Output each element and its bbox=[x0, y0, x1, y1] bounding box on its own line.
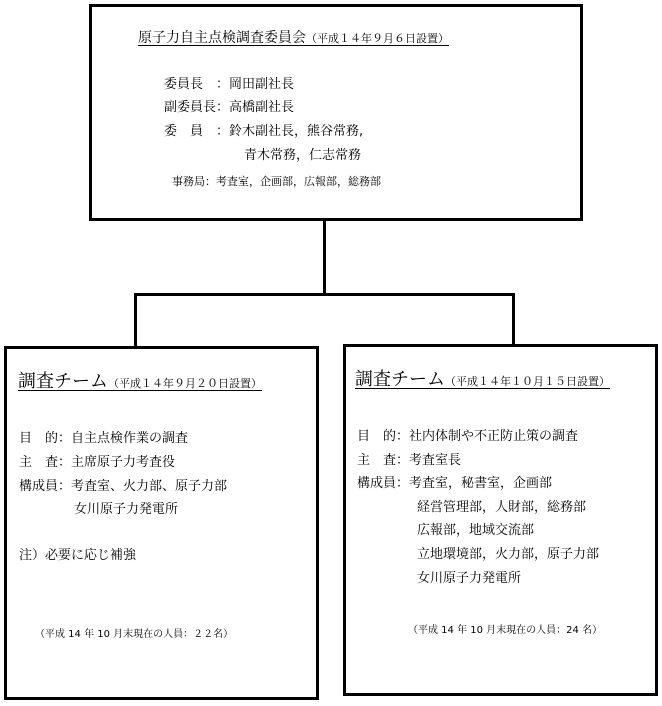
team-left-lead: 主席原子力考査役 bbox=[71, 455, 176, 470]
committee-chair: 岡田副社長 bbox=[229, 77, 295, 92]
team-right-members-line4: 立地環境部，火力部，原子力部 bbox=[417, 547, 600, 562]
team-right-lead-label: 主 査： bbox=[357, 453, 410, 468]
connector-vertical-top bbox=[323, 221, 326, 296]
team-left-purpose-row bbox=[19, 431, 188, 447]
team-left-members-row-2 bbox=[74, 502, 178, 518]
team-right-members-line5: 女川原子力発電所 bbox=[417, 571, 522, 586]
team-left-headcount bbox=[35, 627, 233, 643]
team-right-lead: 考査室長 bbox=[409, 453, 462, 468]
committee-established: （平成１４年９月６日設置） bbox=[306, 32, 449, 45]
team-left-note-text: 注）必要に応じ補強 bbox=[19, 548, 137, 563]
team-left-note bbox=[19, 548, 136, 564]
connector-horizontal bbox=[134, 293, 515, 296]
team-left-purpose: 自主点検作業の調査 bbox=[71, 431, 189, 446]
team-right-members-row bbox=[357, 476, 552, 492]
team-left-members-line2: 女川原子力発電所 bbox=[74, 502, 179, 517]
committee-members-line1: 鈴木副社長，熊谷常務, bbox=[229, 124, 364, 139]
team-left-members-label: 構成員： bbox=[19, 479, 72, 494]
team-right-headcount bbox=[408, 623, 602, 639]
committee-members-row bbox=[164, 124, 363, 140]
committee-chair-row bbox=[164, 77, 294, 93]
team-right-purpose-row bbox=[357, 429, 578, 445]
team-right-members-row-2 bbox=[417, 500, 586, 516]
committee-title bbox=[138, 27, 449, 47]
team-right-members-line3: 広報部，地域交流部 bbox=[417, 523, 535, 538]
team-right-members-line2: 経営管理部，人財部，総務部 bbox=[417, 500, 587, 515]
connector-vertical-right bbox=[512, 293, 515, 344]
team-right-purpose-label: 目 的： bbox=[357, 429, 410, 444]
committee-secretariat: 考査室，企画部，広報部，総務部 bbox=[216, 175, 381, 188]
team-left-title bbox=[18, 367, 262, 393]
team-right-members-line1: 考査室，秘書室，企画部 bbox=[409, 476, 553, 491]
team-right-members-row-4 bbox=[417, 547, 599, 563]
team-left-purpose-label: 目 的： bbox=[19, 431, 72, 446]
team-right-headcount-text: （平成 14 年 10 月末現在の人員：24 名） bbox=[408, 625, 603, 636]
committee-vice-chair-row bbox=[164, 100, 294, 116]
team-right-members-row-3 bbox=[417, 523, 534, 539]
team-left-title-text: 調査チーム bbox=[18, 371, 108, 392]
connector-vertical-left bbox=[134, 293, 137, 346]
team-right-established: （平成１４年１０月１５日設置） bbox=[445, 375, 610, 388]
team-right-title-text: 調査チーム bbox=[355, 369, 445, 390]
committee-box bbox=[89, 4, 583, 221]
team-left-lead-row bbox=[19, 455, 175, 471]
team-left-established: （平成１４年９月２０日設置） bbox=[108, 377, 262, 390]
committee-vice-chair: 高橋副社長 bbox=[229, 100, 295, 115]
team-right-members-label: 構成員： bbox=[357, 476, 410, 491]
committee-members-label: 委 員 ： bbox=[164, 124, 230, 139]
team-left-members-row bbox=[19, 479, 227, 495]
team-right-members-row-5 bbox=[417, 571, 521, 587]
team-right-lead-row bbox=[357, 453, 461, 469]
team-left-lead-label: 主 査： bbox=[19, 455, 72, 470]
committee-members-row-2 bbox=[244, 148, 361, 164]
team-right-title bbox=[355, 365, 610, 391]
committee-vice-chair-label: 副委員長： bbox=[164, 100, 230, 115]
committee-title-text: 原子力自主点検調査委員会 bbox=[138, 30, 306, 46]
team-left-members-line1: 考査室、火力部、原子力部 bbox=[71, 479, 228, 494]
team-right-box bbox=[343, 344, 658, 696]
team-left-box bbox=[4, 346, 319, 700]
committee-chair-label: 委員長 ： bbox=[164, 77, 230, 92]
committee-members-line2: 青木常務，仁志常務 bbox=[244, 148, 362, 163]
team-right-purpose: 社内体制や不正防止策の調査 bbox=[409, 429, 579, 444]
team-left-headcount-text: （平成 14 年 10 月末現在の人員：２２名） bbox=[35, 629, 234, 640]
committee-secretariat-row bbox=[172, 174, 381, 190]
committee-secretariat-label: 事務局： bbox=[172, 175, 216, 188]
